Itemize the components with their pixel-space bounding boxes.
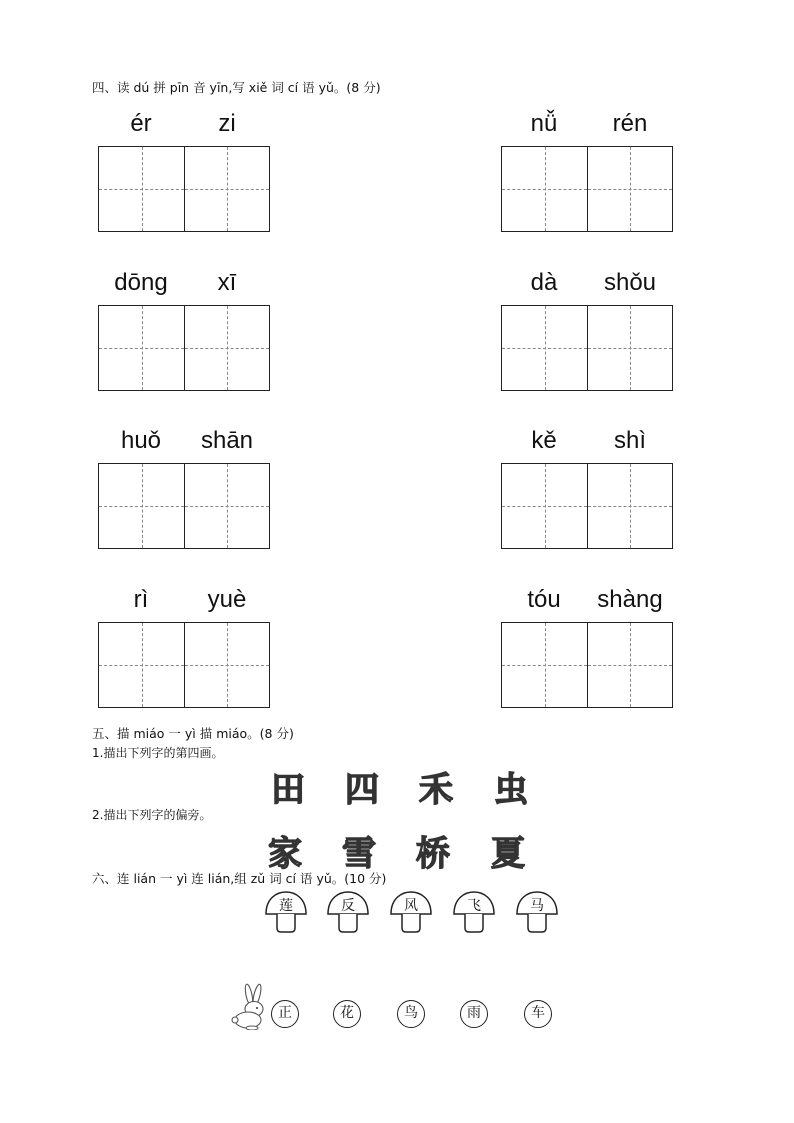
trace-character[interactable]: 田: [271, 770, 305, 810]
trace-character[interactable]: 虫: [494, 770, 528, 810]
writing-cell[interactable]: [502, 147, 587, 231]
writing-cell[interactable]: [99, 623, 184, 707]
rabbit-icon: [228, 982, 274, 1030]
writing-cell[interactable]: [99, 306, 184, 390]
mushroom-card[interactable]: [263, 890, 309, 934]
pinyin: zi: [218, 110, 236, 137]
circle-character[interactable]: 鸟: [397, 1000, 425, 1028]
writing-cell[interactable]: [502, 464, 587, 548]
writing-cell[interactable]: [184, 464, 269, 548]
section6-heading: 六、连 lián 一 yì 连 lián,组 zǔ 词 cí 语 yǔ。(10 分): [92, 871, 387, 886]
pinyin: shì: [613, 427, 646, 454]
writing-cell[interactable]: [184, 623, 269, 707]
tianzige-writing-box[interactable]: [98, 305, 270, 391]
section4-heading: 四、读 dú 拼 pīn 音 yīn,写 xiě 词 cí 语 yǔ。(8 分): [92, 80, 381, 95]
writing-cell[interactable]: [184, 147, 269, 231]
question-2-text: 2.描出下列字的偏旁。: [92, 808, 212, 822]
circle-character[interactable]: 正: [271, 1000, 299, 1028]
tianzige-writing-box[interactable]: [501, 463, 673, 549]
writing-cell[interactable]: [99, 147, 184, 231]
pinyin: dōng: [114, 269, 168, 296]
circle-character[interactable]: 雨: [460, 1000, 488, 1028]
mushroom-character: 马: [530, 898, 544, 914]
trace-character[interactable]: 家: [268, 834, 302, 874]
mushroom-character: 莲: [279, 898, 293, 914]
pinyin: shān: [200, 427, 254, 454]
question-1-text: 1.描出下列字的第四画。: [92, 746, 224, 760]
trace-character[interactable]: 四: [345, 770, 379, 810]
pinyin: shǒu: [603, 269, 657, 296]
pinyin: tóu: [527, 586, 561, 613]
mushroom-card[interactable]: [388, 890, 434, 934]
pinyin: huǒ: [120, 427, 162, 454]
writing-cell[interactable]: [587, 147, 672, 231]
writing-cell[interactable]: [587, 306, 672, 390]
writing-cell[interactable]: [184, 306, 269, 390]
pinyin: rì: [133, 586, 149, 613]
tianzige-writing-box[interactable]: [98, 146, 270, 232]
circle-character[interactable]: 花: [333, 1000, 361, 1028]
tianzige-writing-box[interactable]: [501, 305, 673, 391]
section5-heading: 五、描 miáo 一 yì 描 miáo。(8 分): [92, 726, 294, 741]
mushroom-card[interactable]: [514, 890, 560, 934]
pinyin: yuè: [207, 586, 247, 613]
writing-cell[interactable]: [502, 623, 587, 707]
pinyin: ér: [130, 110, 152, 137]
tianzige-writing-box[interactable]: [501, 146, 673, 232]
tianzige-writing-box[interactable]: [501, 622, 673, 708]
writing-cell[interactable]: [587, 464, 672, 548]
mushroom-card[interactable]: [325, 890, 371, 934]
pinyin: rén: [612, 110, 648, 137]
pinyin: nǚ: [530, 110, 558, 137]
circle-character[interactable]: 车: [524, 1000, 552, 1028]
mushroom-card[interactable]: [451, 890, 497, 934]
trace-character[interactable]: 桥: [416, 834, 450, 874]
writing-cell[interactable]: [99, 464, 184, 548]
mushroom-character: 风: [404, 898, 418, 914]
tianzige-writing-box[interactable]: [98, 463, 270, 549]
pinyin: xī: [217, 269, 237, 296]
trace-character[interactable]: 夏: [491, 834, 525, 874]
pinyin: shàng: [597, 586, 663, 613]
mushroom-character: 飞: [467, 898, 481, 914]
pinyin: dà: [530, 269, 558, 296]
trace-character[interactable]: 禾: [419, 770, 453, 810]
writing-cell[interactable]: [502, 306, 587, 390]
mushroom-character: 反: [341, 898, 355, 914]
tianzige-writing-box[interactable]: [98, 622, 270, 708]
trace-character[interactable]: 雪: [342, 834, 376, 874]
writing-cell[interactable]: [587, 623, 672, 707]
pinyin: kě: [531, 427, 557, 454]
